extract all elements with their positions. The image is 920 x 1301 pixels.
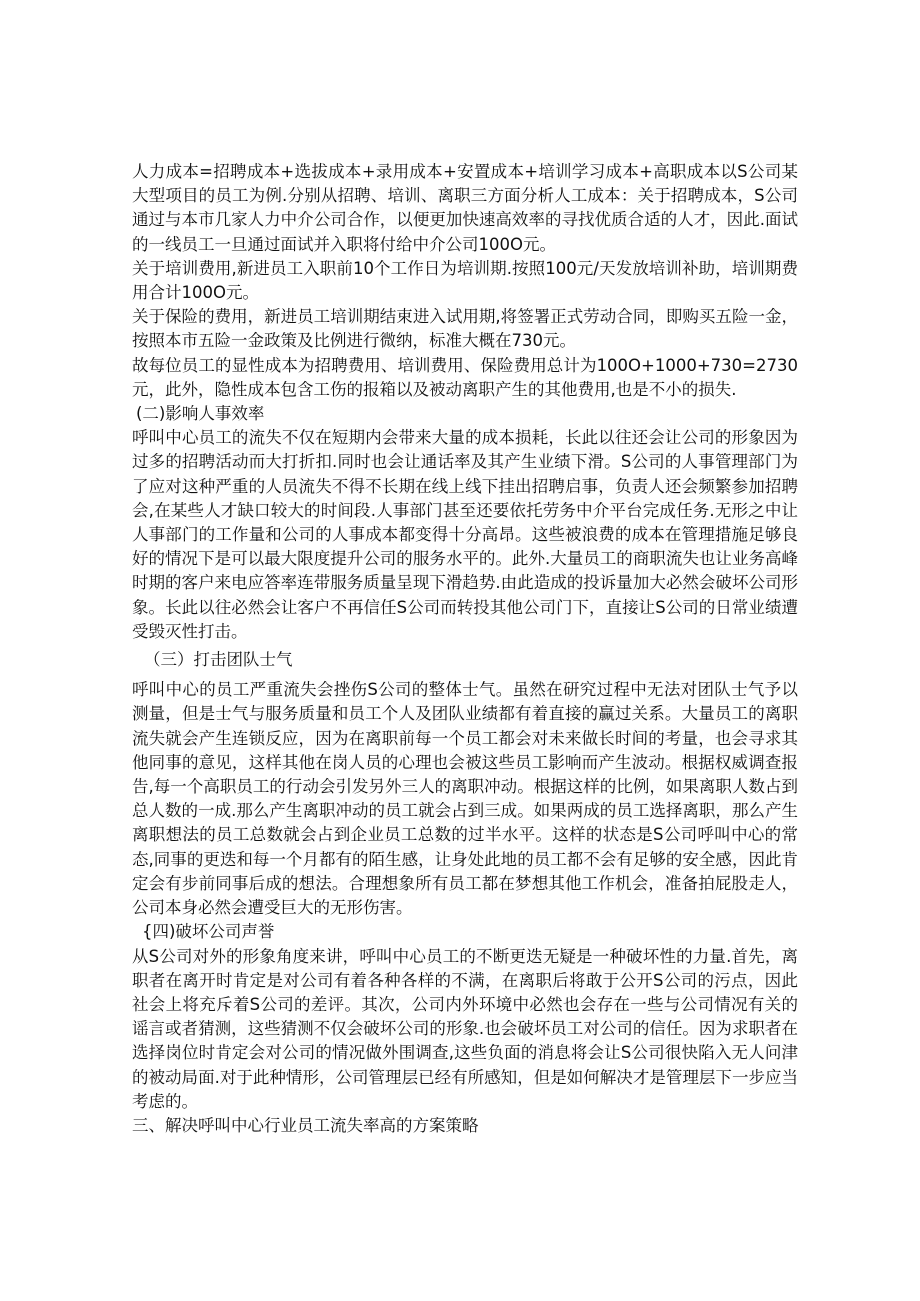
paragraph-insurance-cost: 关于保险的费用，新进员工培训期结束进入试用期,将签署正式劳动合同，即购买五险一金，按照本市五险一金政策及比例进行微纳，标准大概在730元。 bbox=[132, 307, 798, 351]
paragraph-cost-formula: 人力成本=招聘成本+选拔成本+录用成本+安置成本+培训学习成本+高职成本以S公司某大型项目的员工为例.分别从招聘、培训、离职三方面分析人工成本：关于招聘成本，S公司通过与本市几家人力中介公司合作，以便更加快速高效率的寻找优质合适的人才，因此.面试的一线员工一旦通过面试并入职将付给中介公司100O元。 bbox=[132, 162, 798, 254]
paragraph-company-reputation: 从S公司对外的形象角度来讲，呼叫中心员工的不断更迭无疑是一种破坏性的力量.首先，离职者在离开时肯定是对公司有着各种各样的不满，在离职后将敢于公开S公司的污点，因此社会上将充斥着S公司的差评。其次，公司内外环境中必然也会存在一些与公司情况有关的谣言或者猜测，这些猜测不仅会破坏公司的形象.也会破坏员工对公司的信任。因为求职者在选择岗位时肯定会对公司的情况做外围调查,这些负面的消息将会让S公司很快陷入无人问津的被动局面.对于此种情形，公司管理层已经有所感知，但是如何解决才是管理层下一步应当考虑的。 bbox=[132, 946, 798, 1111]
paragraph-total-cost: 故每位员工的显性成本为招聘费用、培训费用、保险费用总计为100O+1000+730=2730元，此外，隐性成本包含工伤的报箱以及被动离职产生的其他费用,也是不小的损失. bbox=[132, 355, 798, 399]
paragraph-training-cost: 关于培训费用,新进员工入职前10个工作日为培训期.按照100元/天发放培训补助，培训期费用合计100O元。 bbox=[132, 258, 798, 303]
heading-team-morale: （三）打击团队士气 bbox=[144, 650, 293, 670]
document-body bbox=[132, 160, 798, 1138]
heading-section-three: 三、解决呼叫中心行业员工流失率高的方案策略 bbox=[132, 1115, 479, 1135]
heading-company-reputation: {四)破坏公司声誉 bbox=[142, 922, 275, 942]
heading-hr-efficiency: (二)影响人事效率 bbox=[136, 404, 265, 424]
paragraph-hr-efficiency: 呼叫中心员工的流失不仅在短期内会带来大量的成本损耗，长此以往还会让公司的形象因为过多的招聘活动而大打折扣.同时也会让通话率及其产生业绩下滑。S公司的人事管理部门为了应对这种严重的人员流失不得不长期在线上线下挂出招聘启事，负责人还会频繁参加招聘会,在某些人才缺口较大的时间段.人事部门甚至还要依托劳务中介平台完成任务.无形之中让人事部门的工作量和公司的人事成本都变得十分高昂。这些被浪费的成本在管理措施足够良好的情况下是可以最大限度提升公司的服务水平的。此外.大量员工的商职流失也让业务高峰时期的客户来电应答率连带服务质量呈现下滑趋势.由此造成的投诉量加大必然会破坏公司形象。长此以往必然会让客户不再信任S公司而转投其他公司门下，直接让S公司的日常业绩遭受毁灭性打击。 bbox=[132, 428, 798, 641]
paragraph-team-morale: 呼叫中心的员工严重流失会挫伤S公司的整体士气。虽然在研究过程中无法对团队士气予以测量，但是士气与服务质量和员工个人及团队业绩都有着直接的赢过关系。大量员工的离职流失就会产生连锁反应，因为在离职前每一个员工都会对未来做长时间的考量，也会寻求其他同事的意见，这样其他在岗人员的心理也会被这些员工影响而产生波动。根据权威调查报告,每一个高职员工的行动会引发另外三人的离职冲动。根据这样的比例，如果离职人数占到总人数的一成.那么产生离职冲动的员工就会占到三成。如果两成的员工选择离职，那么产生离职想法的员工总数就会占到企业员工总数的过半水平。这样的状态是S公司呼叫中心的常态,同事的更迭和每一个月都有的陌生感，让身处此地的员工都不会有足够的安全感，因此肯定会有步前同事后成的想法。合理想象所有员工都在梦想其他工作机会，准备拍屁股走人，公司本身必然会遭受巨大的无形伤害。 bbox=[132, 680, 798, 918]
